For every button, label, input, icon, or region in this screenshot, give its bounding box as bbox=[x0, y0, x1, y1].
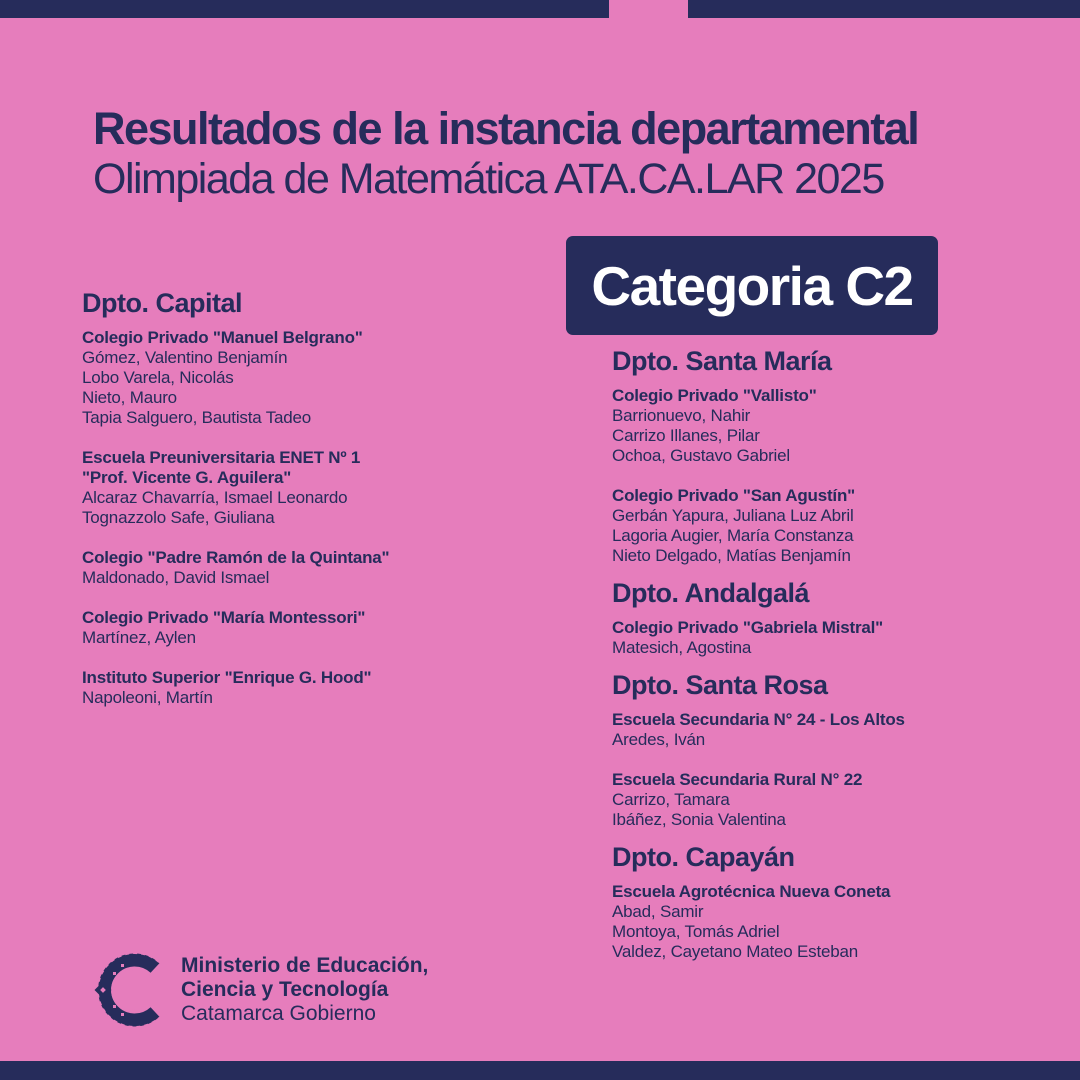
student-name: Lobo Varela, Nicolás bbox=[82, 368, 234, 387]
category-label: Categoria C2 bbox=[591, 254, 913, 317]
school-block bbox=[82, 548, 552, 588]
department-section bbox=[612, 344, 1080, 566]
department-name: Dpto. Santa María bbox=[612, 346, 832, 376]
school-name: Escuela Agrotécnica Nueva Coneta bbox=[612, 882, 891, 901]
school-block bbox=[82, 448, 552, 528]
school-name: Escuela Secundaria Rural N° 22 bbox=[612, 770, 863, 789]
school-block bbox=[612, 486, 1080, 566]
catamarca-c-logo-icon bbox=[93, 950, 173, 1030]
department-section bbox=[82, 286, 552, 708]
student-name: Aredes, Iván bbox=[612, 730, 706, 749]
school-block bbox=[82, 668, 552, 708]
school-name: Escuela Preuniversitaria ENET Nº 1 "Prof. Vicente G. Aguilera" bbox=[82, 448, 361, 487]
student-name: Napoleoni, Martín bbox=[82, 688, 213, 707]
student-name: Abad, Samir bbox=[612, 902, 704, 921]
logo-line-ministry: Ministerio de Educación, bbox=[181, 954, 429, 977]
school-name: Colegio "Padre Ramón de la Quintana" bbox=[82, 548, 390, 567]
page-subtitle: Olimpiada de Matemática ATA.CA.LAR 2025 bbox=[93, 155, 884, 203]
school-block bbox=[612, 386, 1080, 466]
header bbox=[93, 104, 1053, 204]
department-name: Dpto. Andalgalá bbox=[612, 578, 810, 608]
department-name: Dpto. Capayán bbox=[612, 842, 795, 872]
student-name: Tapia Salguero, Bautista Tadeo bbox=[82, 408, 312, 427]
department-name: Dpto. Santa Rosa bbox=[612, 670, 828, 700]
logo-line-science: Ciencia y Tecnología bbox=[181, 978, 389, 1001]
student-name: Matesich, Agostina bbox=[612, 638, 752, 657]
bottom-bar bbox=[0, 1061, 1080, 1080]
top-bar-left bbox=[0, 0, 609, 18]
student-name: Gerbán Yapura, Juliana Luz Abril bbox=[612, 506, 854, 525]
department-section bbox=[612, 576, 1080, 658]
student-name: Lagoria Augier, María Constanza bbox=[612, 526, 854, 545]
category-badge bbox=[566, 236, 938, 335]
student-name: Nieto, Mauro bbox=[82, 388, 177, 407]
right-column bbox=[612, 344, 1080, 962]
department-section bbox=[612, 840, 1080, 962]
student-name: Montoya, Tomás Adriel bbox=[612, 922, 780, 941]
student-name: Ochoa, Gustavo Gabriel bbox=[612, 446, 790, 465]
school-name: Colegio Privado "San Agustín" bbox=[612, 486, 855, 505]
ministry-logo bbox=[93, 950, 428, 1030]
school-block bbox=[612, 710, 1080, 750]
logo-line-government: Catamarca Gobierno bbox=[181, 1002, 376, 1025]
department-name: Dpto. Capital bbox=[82, 288, 242, 318]
school-name: Colegio Privado "Manuel Belgrano" bbox=[82, 328, 363, 347]
student-name: Martínez, Aylen bbox=[82, 628, 196, 647]
student-name: Ibáñez, Sonia Valentina bbox=[612, 810, 786, 829]
student-name: Gómez, Valentino Benjamín bbox=[82, 348, 288, 367]
student-name: Valdez, Cayetano Mateo Esteban bbox=[612, 942, 859, 961]
student-name: Alcaraz Chavarría, Ismael Leonardo bbox=[82, 488, 348, 507]
student-name: Carrizo, Tamara bbox=[612, 790, 730, 809]
student-name: Barrionuevo, Nahir bbox=[612, 406, 751, 425]
school-block bbox=[612, 618, 1080, 658]
school-name: Colegio Privado "Vallisto" bbox=[612, 386, 817, 405]
left-column bbox=[82, 286, 552, 708]
page-title: Resultados de la instancia departamental bbox=[93, 103, 919, 154]
school-name: Instituto Superior "Enrique G. Hood" bbox=[82, 668, 372, 687]
school-block bbox=[82, 328, 552, 428]
top-bar-right bbox=[688, 0, 1080, 18]
school-name: Escuela Secundaria N° 24 - Los Altos bbox=[612, 710, 905, 729]
school-block bbox=[82, 608, 552, 648]
school-name: Colegio Privado "María Montessori" bbox=[82, 608, 366, 627]
student-name: Maldonado, David Ismael bbox=[82, 568, 270, 587]
student-name: Nieto Delgado, Matías Benjamín bbox=[612, 546, 851, 565]
school-block bbox=[612, 770, 1080, 830]
student-name: Tognazzolo Safe, Giuliana bbox=[82, 508, 275, 527]
department-section bbox=[612, 668, 1080, 830]
student-name: Carrizo Illanes, Pilar bbox=[612, 426, 760, 445]
school-block bbox=[612, 882, 1080, 962]
school-name: Colegio Privado "Gabriela Mistral" bbox=[612, 618, 884, 637]
